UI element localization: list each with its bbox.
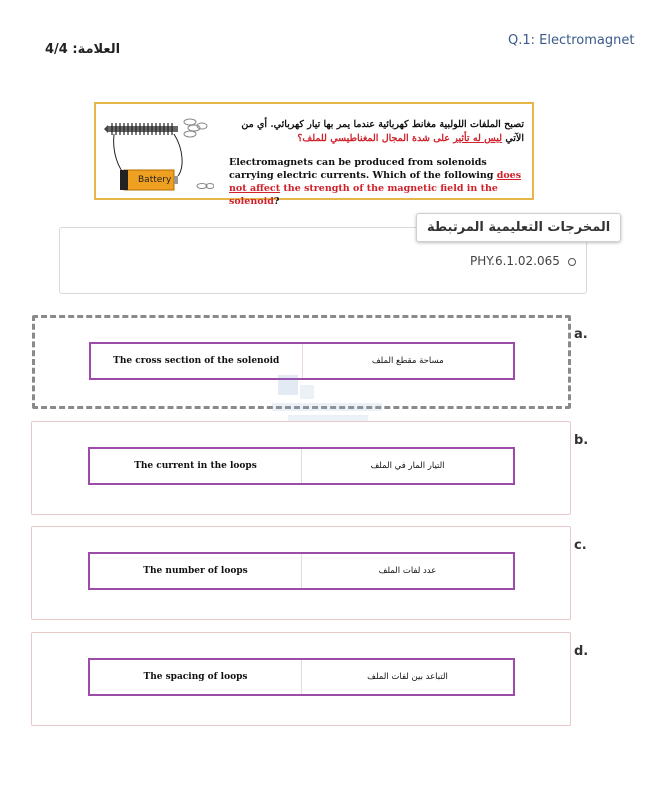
learning-outcomes-label: المخرجات التعليمية المرتبطة (416, 213, 621, 242)
option-a-english: The cross section of the solenoid (113, 356, 280, 366)
outcome-code: PHY.6.1.02.065 (470, 254, 560, 268)
question-text-english (229, 156, 529, 208)
question-arabic-part1: تصبح الملفات اللولبية مغانط كهربائية عندما يمر بها تيار كهربائي. أي من الآتي (241, 119, 524, 144)
question-title: Q.1: Electromagnet (508, 33, 635, 48)
question-english-end: ? (273, 196, 280, 207)
option-a-arabic: مساحة مقطع الملف (302, 344, 514, 378)
question-arabic-end: على شدة المجال المغناطيسي للملف؟ (297, 133, 454, 144)
question-text-arabic (224, 118, 524, 146)
watermark-logo (268, 375, 388, 425)
option-b-letter: b. (574, 433, 589, 448)
option-a-letter: a. (574, 327, 588, 342)
option-c-answer[interactable] (88, 552, 515, 590)
option-d-arabic: التباعد بين لفات الملف (301, 660, 513, 694)
battery-label: Battery (138, 175, 172, 185)
option-d-answer[interactable] (88, 658, 515, 696)
question-english-part1: Electromagnets can be produced from solenoids carrying electric currents. Which of the following (229, 157, 497, 181)
option-d-english: The spacing of loops (143, 672, 248, 682)
score-label: العلامة: 4/4 (45, 42, 121, 57)
option-b-arabic: التيار المار في الملف (301, 449, 513, 483)
outcome-item (470, 254, 576, 268)
option-d-letter: d. (574, 644, 589, 659)
option-b-english: The current in the loops (134, 461, 257, 471)
bullet-icon (568, 258, 576, 266)
option-c-arabic: عدد لفات الملف (301, 554, 513, 588)
option-c-english: The number of loops (143, 566, 248, 576)
option-b-answer[interactable] (88, 447, 515, 485)
question-english-red: the strength of the magnetic field in the solenoid (229, 183, 498, 207)
question-box (94, 102, 534, 207)
question-english-underline: does not affect (229, 170, 522, 194)
question-arabic-highlight: ليس له تأثير (453, 133, 503, 144)
option-c-letter: c. (574, 538, 587, 553)
